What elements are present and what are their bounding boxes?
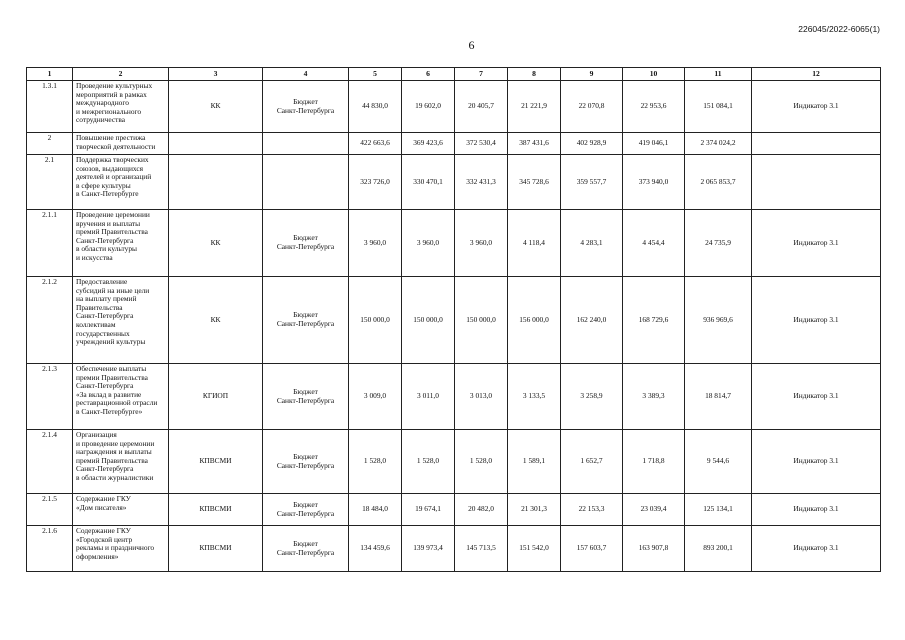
- indicator-cell: Индикатор 3.1: [752, 277, 881, 364]
- value-cell: 1 589,1: [508, 430, 561, 494]
- executor: КК: [169, 81, 263, 133]
- column-header: 2: [73, 68, 169, 81]
- value-cell: 359 557,7: [561, 155, 623, 210]
- total-cell: 9 544,6: [685, 430, 752, 494]
- value-cell: 3 009,0: [349, 364, 402, 430]
- document-number: 226045/2022-6065(1): [798, 24, 880, 34]
- row-number: 2.1.6: [27, 526, 73, 572]
- value-cell: 3 133,5: [508, 364, 561, 430]
- activity-name: Содержание ГКУ «Дом писателя»: [73, 494, 169, 526]
- value-cell: 323 726,0: [349, 155, 402, 210]
- column-header: 10: [623, 68, 685, 81]
- executor: [169, 155, 263, 210]
- row-number: 2.1.2: [27, 277, 73, 364]
- executor: КК: [169, 210, 263, 277]
- row-number: 2: [27, 133, 73, 155]
- value-cell: 1 528,0: [455, 430, 508, 494]
- column-header: 4: [263, 68, 349, 81]
- row-number: 2.1.4: [27, 430, 73, 494]
- activity-name: Предоставление субсидий на иные цели на выплату премий Правительства Санкт-Петербурга коллективам государственных учреждений культуры: [73, 277, 169, 364]
- value-cell: 422 663,6: [349, 133, 402, 155]
- value-cell: 1 718,8: [623, 430, 685, 494]
- value-cell: 1 652,7: [561, 430, 623, 494]
- column-header: 9: [561, 68, 623, 81]
- value-cell: 139 973,4: [402, 526, 455, 572]
- column-header: 5: [349, 68, 402, 81]
- indicator-cell: Индикатор 3.1: [752, 494, 881, 526]
- value-cell: 19 674,1: [402, 494, 455, 526]
- page-number: 6: [468, 38, 475, 52]
- executor: КК: [169, 277, 263, 364]
- row-number: 2.1.5: [27, 494, 73, 526]
- activity-name: Проведение церемонии вручения и выплаты премий Правительства Санкт-Петербурга в области культуры и искусства: [73, 210, 169, 277]
- value-cell: 162 240,0: [561, 277, 623, 364]
- total-cell: 893 200,1: [685, 526, 752, 572]
- value-cell: 419 046,1: [623, 133, 685, 155]
- value-cell: 150 000,0: [349, 277, 402, 364]
- value-cell: 157 603,7: [561, 526, 623, 572]
- executor: КПВСМИ: [169, 526, 263, 572]
- indicator-cell: [752, 155, 881, 210]
- value-cell: 44 830,0: [349, 81, 402, 133]
- table-row: [27, 155, 881, 210]
- value-cell: 4 283,1: [561, 210, 623, 277]
- executor: КПВСМИ: [169, 430, 263, 494]
- value-cell: 3 960,0: [349, 210, 402, 277]
- value-cell: 20 405,7: [455, 81, 508, 133]
- value-cell: 4 118,4: [508, 210, 561, 277]
- value-cell: 150 000,0: [455, 277, 508, 364]
- executor: КГИОП: [169, 364, 263, 430]
- value-cell: 3 960,0: [402, 210, 455, 277]
- column-header: 6: [402, 68, 455, 81]
- indicator-cell: Индикатор 3.1: [752, 81, 881, 133]
- value-cell: 22 070,8: [561, 81, 623, 133]
- table-row: [27, 81, 881, 133]
- table-row: [27, 430, 881, 494]
- value-cell: 134 459,6: [349, 526, 402, 572]
- total-cell: 18 814,7: [685, 364, 752, 430]
- table-row: [27, 526, 881, 572]
- value-cell: 1 528,0: [402, 430, 455, 494]
- column-header: 3: [169, 68, 263, 81]
- row-number: 2.1: [27, 155, 73, 210]
- value-cell: 330 470,1: [402, 155, 455, 210]
- value-cell: 3 258,9: [561, 364, 623, 430]
- total-cell: 24 735,9: [685, 210, 752, 277]
- total-cell: 2 374 024,2: [685, 133, 752, 155]
- activity-name: Проведение культурных мероприятий в рамках международного и межрегионального сотрудничества: [73, 81, 169, 133]
- funding-source: Бюджет Санкт-Петербурга: [263, 277, 349, 364]
- value-cell: 387 431,6: [508, 133, 561, 155]
- total-cell: 125 134,1: [685, 494, 752, 526]
- table-row: [27, 494, 881, 526]
- value-cell: 18 484,0: [349, 494, 402, 526]
- column-header: 8: [508, 68, 561, 81]
- value-cell: 3 013,0: [455, 364, 508, 430]
- indicator-cell: Индикатор 3.1: [752, 364, 881, 430]
- value-cell: 402 928,9: [561, 133, 623, 155]
- column-header: 11: [685, 68, 752, 81]
- column-header: 1: [27, 68, 73, 81]
- value-cell: 20 482,0: [455, 494, 508, 526]
- activity-name: Повышение престижа творческой деятельности: [73, 133, 169, 155]
- funding-source: [263, 155, 349, 210]
- row-number: 1.3.1: [27, 81, 73, 133]
- value-cell: 19 602,0: [402, 81, 455, 133]
- value-cell: 1 528,0: [349, 430, 402, 494]
- value-cell: 372 530,4: [455, 133, 508, 155]
- funding-source: Бюджет Санкт-Петербурга: [263, 210, 349, 277]
- total-cell: 151 084,1: [685, 81, 752, 133]
- funding-source: Бюджет Санкт-Петербурга: [263, 526, 349, 572]
- value-cell: 150 000,0: [402, 277, 455, 364]
- value-cell: 332 431,3: [455, 155, 508, 210]
- funding-source: Бюджет Санкт-Петербурга: [263, 364, 349, 430]
- funding-source: Бюджет Санкт-Петербурга: [263, 430, 349, 494]
- table-header-row: [27, 68, 881, 81]
- value-cell: 23 039,4: [623, 494, 685, 526]
- value-cell: 22 953,6: [623, 81, 685, 133]
- value-cell: 3 389,3: [623, 364, 685, 430]
- executor: [169, 133, 263, 155]
- column-header: 7: [455, 68, 508, 81]
- activity-name: Содержание ГКУ «Городской центр рекламы и праздничного оформления»: [73, 526, 169, 572]
- value-cell: 4 454,4: [623, 210, 685, 277]
- column-header: 12: [752, 68, 881, 81]
- table-row: [27, 210, 881, 277]
- row-number: 2.1.3: [27, 364, 73, 430]
- value-cell: 145 713,5: [455, 526, 508, 572]
- row-number: 2.1.1: [27, 210, 73, 277]
- value-cell: 168 729,6: [623, 277, 685, 364]
- value-cell: 3 960,0: [455, 210, 508, 277]
- indicator-cell: Индикатор 3.1: [752, 430, 881, 494]
- total-cell: 2 065 853,7: [685, 155, 752, 210]
- table-row: [27, 277, 881, 364]
- activity-name: Поддержка творческих союзов, выдающихся деятелей и организаций в сфере культуры в Санкт-Петербурге: [73, 155, 169, 210]
- activity-name: Организация и проведение церемонии награждения и выплаты премий Правительства Санкт-Петербурга в области журналистики: [73, 430, 169, 494]
- indicator-cell: [752, 133, 881, 155]
- value-cell: 3 011,0: [402, 364, 455, 430]
- value-cell: 21 301,3: [508, 494, 561, 526]
- value-cell: 345 728,6: [508, 155, 561, 210]
- funding-source: Бюджет Санкт-Петербурга: [263, 81, 349, 133]
- funding-source: [263, 133, 349, 155]
- value-cell: 373 940,0: [623, 155, 685, 210]
- value-cell: 369 423,6: [402, 133, 455, 155]
- value-cell: 156 000,0: [508, 277, 561, 364]
- program-table: [26, 67, 881, 572]
- funding-source: Бюджет Санкт-Петербурга: [263, 494, 349, 526]
- table-row: [27, 364, 881, 430]
- value-cell: 151 542,0: [508, 526, 561, 572]
- indicator-cell: Индикатор 3.1: [752, 526, 881, 572]
- value-cell: 22 153,3: [561, 494, 623, 526]
- executor: КПВСМИ: [169, 494, 263, 526]
- total-cell: 936 969,6: [685, 277, 752, 364]
- activity-name: Обеспечение выплаты премии Правительства Санкт-Петербурга «За вклад в развитие реставрационной отрасли в Санкт-Петербурге»: [73, 364, 169, 430]
- indicator-cell: Индикатор 3.1: [752, 210, 881, 277]
- value-cell: 163 907,8: [623, 526, 685, 572]
- value-cell: 21 221,9: [508, 81, 561, 133]
- table-row: [27, 133, 881, 155]
